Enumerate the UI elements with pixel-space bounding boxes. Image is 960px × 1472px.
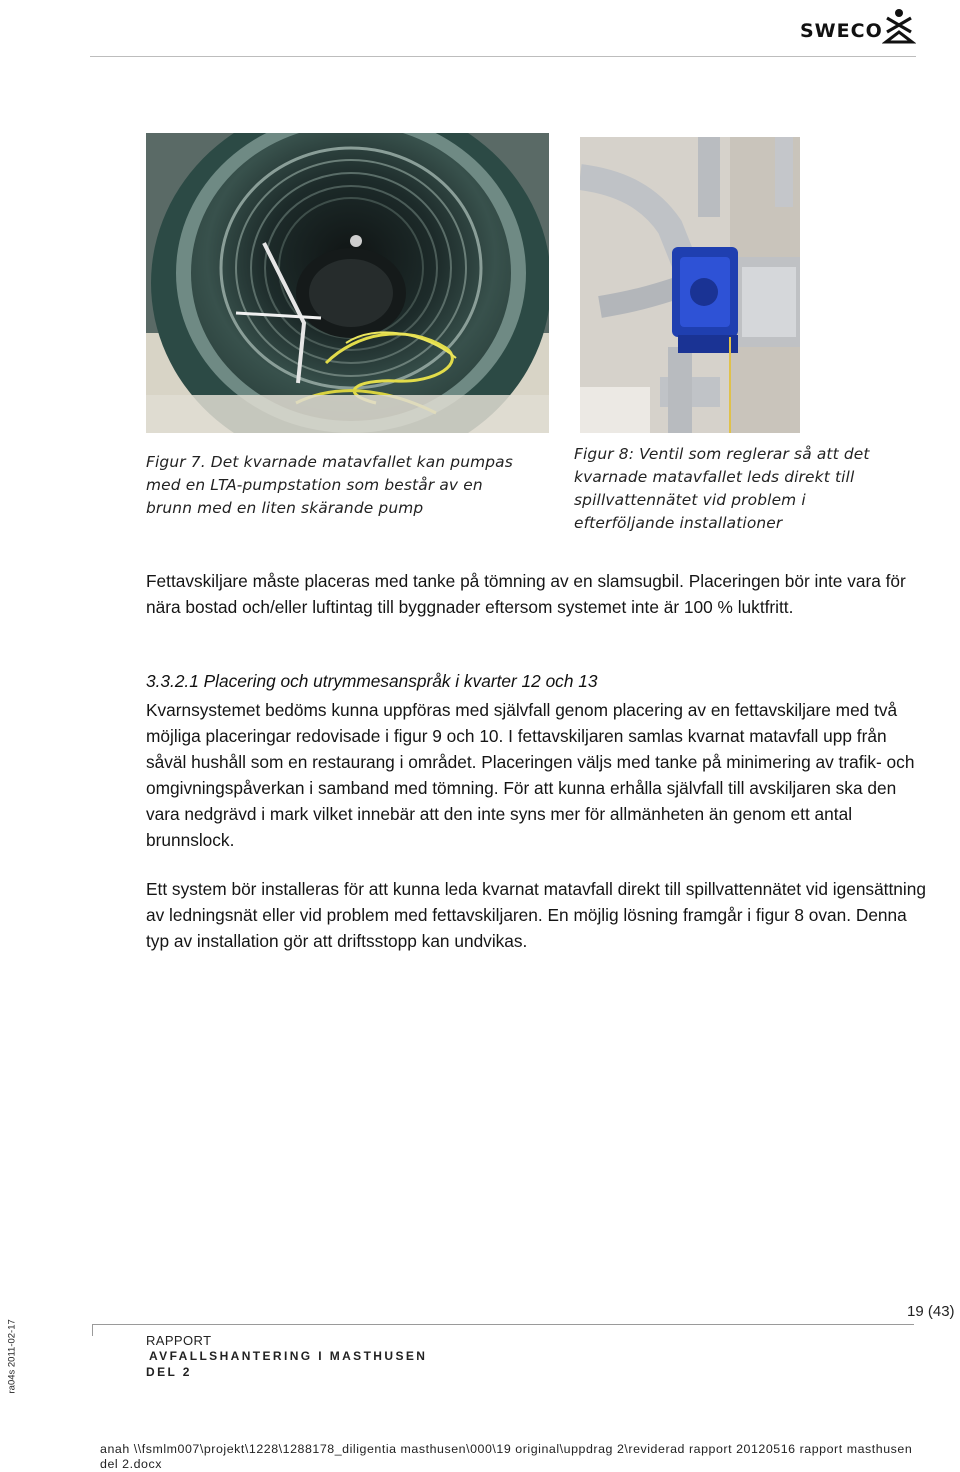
header-divider (90, 56, 916, 57)
figure-7-caption: Figur 7. Det kvarnade matavfallet kan pumpas med en LTA-pumpstation som består av en brunn med en liten skärande pump (146, 453, 513, 517)
template-stamp: ra04s 2011-02-17 (6, 1319, 18, 1394)
file-path: anah \\fsmlm007\projekt\1228\1288178_diligentia masthusen\000\19 original\uppdrag 2\reviderad rapport 20120516 rapport masthusen del 2.docx (100, 1442, 913, 1471)
figure-8-caption: Figur 8: Ventil som reglerar så att det kvarnade matavfallet leds direkt till spillvattennätet vid problem i efterföljande installationer (574, 445, 870, 532)
logo-text: SWECO (800, 20, 883, 42)
page-number: 19 (43) (907, 1303, 955, 1320)
paragraph-grease-separator: Fettavskiljare måste placeras med tanke på tömning av en slamsugbil. Placeringen bör inte vara för nära bostad och/eller luftintag till byggnader eftersom systemet inte är 100 % luktfritt. (146, 571, 906, 617)
report-label: RAPPORT (146, 1333, 212, 1348)
valve-photo (580, 137, 800, 433)
pump-well-photo (146, 133, 549, 433)
paragraph-placement: Kvarnsystemet bedöms kunna uppföras med självfall genom placering av en fettavskiljare med två möjliga placeringar redovisade i figur 9 och 10. I fettavskiljaren samlas kvarnat matavfall upp från såväl hushåll som en restaurang i området. Placeringen väljs med tanke på minimering av trafik- och omgivningspåverkan i samband med tömning. För att kunna erhålla självfall till avskiljaren ska den vara nedgrävd i mark vilket innebär att den inte syns mer för allmänheten än genom ett antal brunnslock. (146, 700, 915, 850)
report-part: DEL 2 (146, 1365, 192, 1379)
report-title: AVFALLSHANTERING I MASTHUSEN (149, 1349, 428, 1363)
footer-divider-tick (92, 1324, 93, 1336)
sweco-logo (798, 8, 920, 46)
footer-divider (92, 1324, 914, 1325)
paragraph-system: Ett system bör installeras för att kunna leda kvarnat matavfall direkt till spillvattennätet vid igensättning av ledningsnät eller vid problem med fettavskiljaren. En möjlig lösning framgår i figur 8 ovan. Denna typ av installation gör att driftsstopp kan undvikas. (146, 879, 926, 951)
sweco-figure-icon (882, 8, 916, 46)
section-heading: 3.3.2.1 Placering och utrymmesanspråk i kvarter 12 och 13 (146, 671, 598, 691)
